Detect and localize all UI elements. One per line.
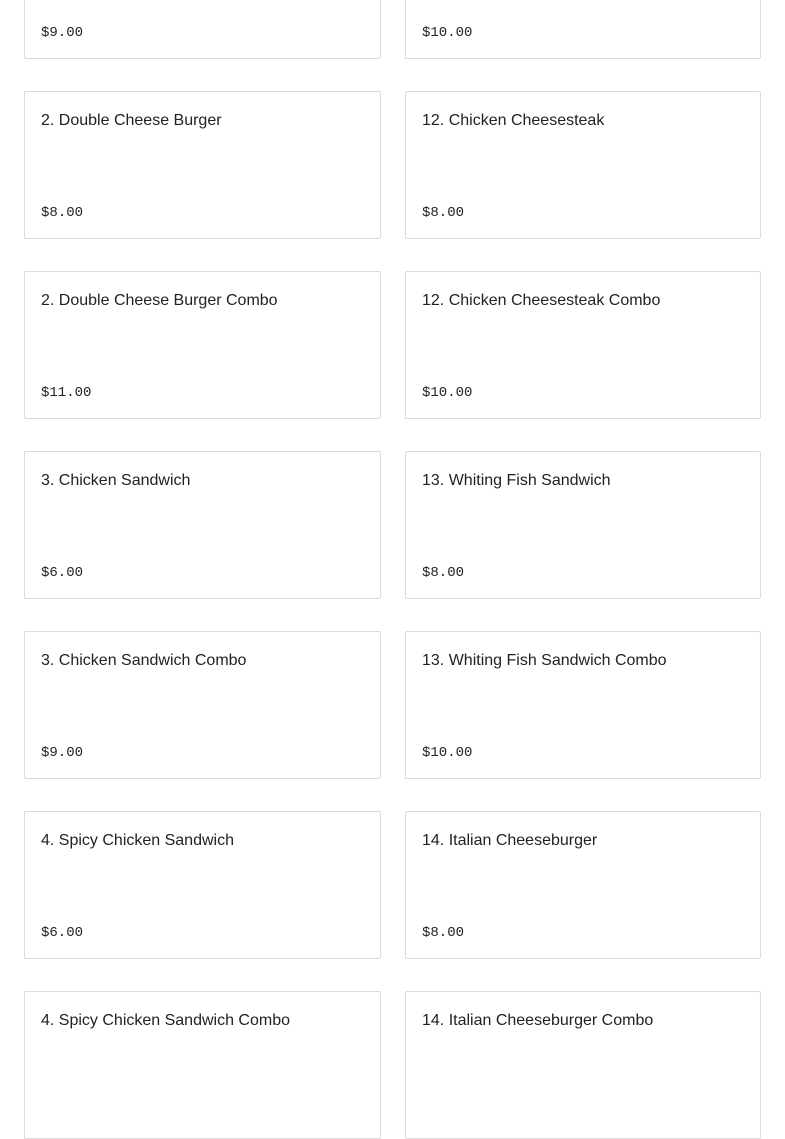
menu-item-name: 14. Italian Cheeseburger Combo (422, 1012, 654, 1029)
menu-item-card[interactable] (405, 631, 761, 779)
menu-item-name: 12. Chicken Cheesesteak Combo (422, 292, 661, 309)
menu-item-card[interactable] (405, 451, 761, 599)
menu-item-price: $8.00 (422, 925, 465, 941)
menu-item-card[interactable] (24, 91, 381, 239)
menu-item-name: 3. Chicken Sandwich (41, 472, 191, 489)
menu-item-price: $10.00 (422, 385, 473, 401)
menu-item-card[interactable] (24, 0, 381, 59)
menu-item-price: $9.00 (41, 25, 84, 41)
menu-item-name: 2. Double Cheese Burger (41, 112, 222, 129)
menu-item-name: 3. Chicken Sandwich Combo (41, 652, 247, 669)
menu-item-name: 13. Whiting Fish Sandwich (422, 472, 611, 489)
menu-item-card[interactable] (405, 91, 761, 239)
menu-item-price: $8.00 (41, 205, 84, 221)
menu-item-price: $11.00 (41, 385, 92, 401)
menu-item-price: $6.00 (41, 925, 84, 941)
menu-item-name: 14. Italian Cheeseburger (422, 832, 598, 849)
menu-item-card[interactable] (24, 811, 381, 959)
menu-item-price: $8.00 (422, 565, 465, 581)
menu-items-grid (24, 0, 761, 1139)
menu-item-name: 13. Whiting Fish Sandwich Combo (422, 652, 667, 669)
menu-item-price: $9.00 (41, 745, 84, 761)
menu-item-name: 12. Chicken Cheesesteak (422, 112, 605, 129)
menu-item-card[interactable] (405, 0, 761, 59)
menu-item-card[interactable] (405, 271, 761, 419)
menu-item-price: $10.00 (422, 745, 473, 761)
menu-item-name: 4. Spicy Chicken Sandwich (41, 832, 234, 849)
menu-item-card[interactable] (24, 271, 381, 419)
menu-item-name: 4. Spicy Chicken Sandwich Combo (41, 1012, 291, 1029)
menu-item-name: 2. Double Cheese Burger Combo (41, 292, 278, 309)
menu-item-card[interactable] (24, 631, 381, 779)
menu-item-price: $10.00 (422, 25, 473, 41)
menu-item-price: $6.00 (41, 565, 84, 581)
menu-item-card[interactable] (405, 811, 761, 959)
menu-item-price: $8.00 (422, 205, 465, 221)
menu-item-card[interactable] (405, 991, 761, 1139)
menu-item-card[interactable] (24, 991, 381, 1139)
menu-item-card[interactable] (24, 451, 381, 599)
